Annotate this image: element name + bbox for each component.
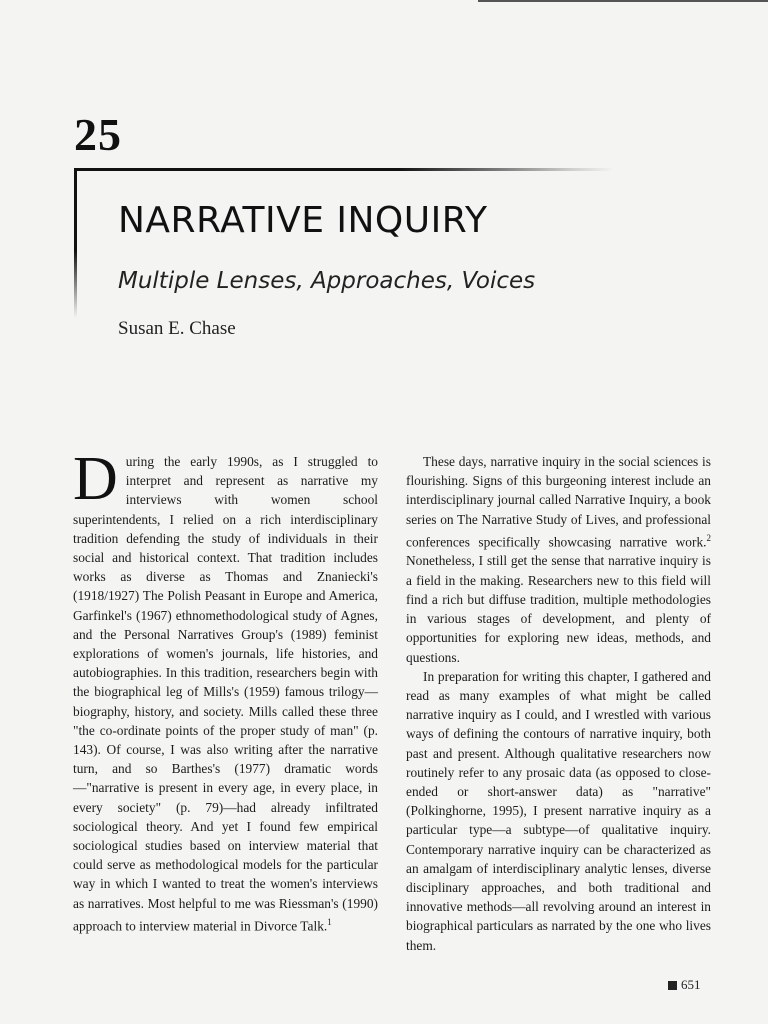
right-paragraph-1-continued: Nonetheless, I still get the sense that narrative inquiry is a field in the making. Researchers new to this field will find a rich but diffuse tradition, multiple methodologies in various stages of development, and plenty of opportunities for exploring new ideas, methods, and questions. bbox=[406, 553, 711, 665]
chapter-subtitle: Multiple Lenses, Approaches, Voices bbox=[118, 268, 536, 294]
right-paragraph-1-text: These days, narrative inquiry in the social sciences is flourishing. Signs of this burgeoning interest include an interdisciplinary journal called Narrative Inquiry, a book series on The Narrative Study of Lives, and professional conferences specifically showcasing narrative work. bbox=[406, 454, 711, 550]
drop-cap: D bbox=[73, 445, 118, 513]
left-column bbox=[73, 445, 378, 936]
footnote-marker[interactable]: 1 bbox=[327, 916, 332, 927]
chapter-title: NARRATIVE INQUIRY bbox=[118, 200, 488, 241]
left-paragraph-text: uring the early 1990s, as I struggled to interpret and represent as narrative my interviews with women school superintendents, I relied on a rich interdisciplinary tradition defending the study of individuals in their social and historical context. That tradition includes works as diverse as Thomas and Znaniecki's (1918/1927) The Polish Peasant in Europe and America, Garfinkel's (1967) ethnomethodological study of Agnes, and the Personal Narratives Group's (1989) feminist explorations of women's journals, life histories, and autobiographies. In this tradition, researchers begin with the biographical leg of Mills's (1959) famous trilogy—biography, history, and society. Mills called these three "the co-ordinate points of the proper study of man" (p. 143). Of course, I was also writing after the narrative turn, and so Barthes's (1977) dramatic words—"narrative is present in every age, in every place, in every society" (p. 79)—had already infiltrated sociological theory. And yet I found few empirical sociological studies based on interview material that could serve as methodological models for the particular way in which I wanted to treat the women's interviews as narratives. Most helpful to me was Riessman's (1990) approach to interview material in Divorce Talk. bbox=[73, 454, 378, 934]
footnote-marker[interactable]: 2 bbox=[706, 532, 711, 543]
left-paragraph bbox=[73, 445, 378, 936]
right-column bbox=[406, 452, 711, 955]
top-edge-rule bbox=[478, 0, 768, 2]
right-paragraph-2: In preparation for writing this chapter, I gathered and read as many examples of what might be called narrative inquiry as I could, and I wrestled with various ways of defining the contours of narrative inquiry, both past and present. Although qualitative researchers now routinely refer to any prosaic data (as opposed to close-ended or short-answer data) as "narrative" (Polkinghorne, 1995), I present narrative inquiry as a particular type—a subtype—of qualitative inquiry. Contemporary narrative inquiry can be characterized as an amalgam of interdisciplinary analytic lenses, diverse disciplinary approaches, and both traditional and innovative methods—all revolving around an interest in biographical particulars as narrated by the one who lives them. bbox=[406, 668, 711, 953]
right-paragraph-1 bbox=[406, 452, 711, 667]
chapter-header-rule bbox=[74, 168, 614, 171]
chapter-side-rule bbox=[74, 168, 77, 318]
author-name: Susan E. Chase bbox=[118, 318, 236, 339]
square-bullet-icon bbox=[668, 981, 677, 990]
page-number: 651 bbox=[681, 977, 701, 992]
page-footer bbox=[668, 977, 701, 993]
chapter-number: 25 bbox=[74, 109, 122, 160]
